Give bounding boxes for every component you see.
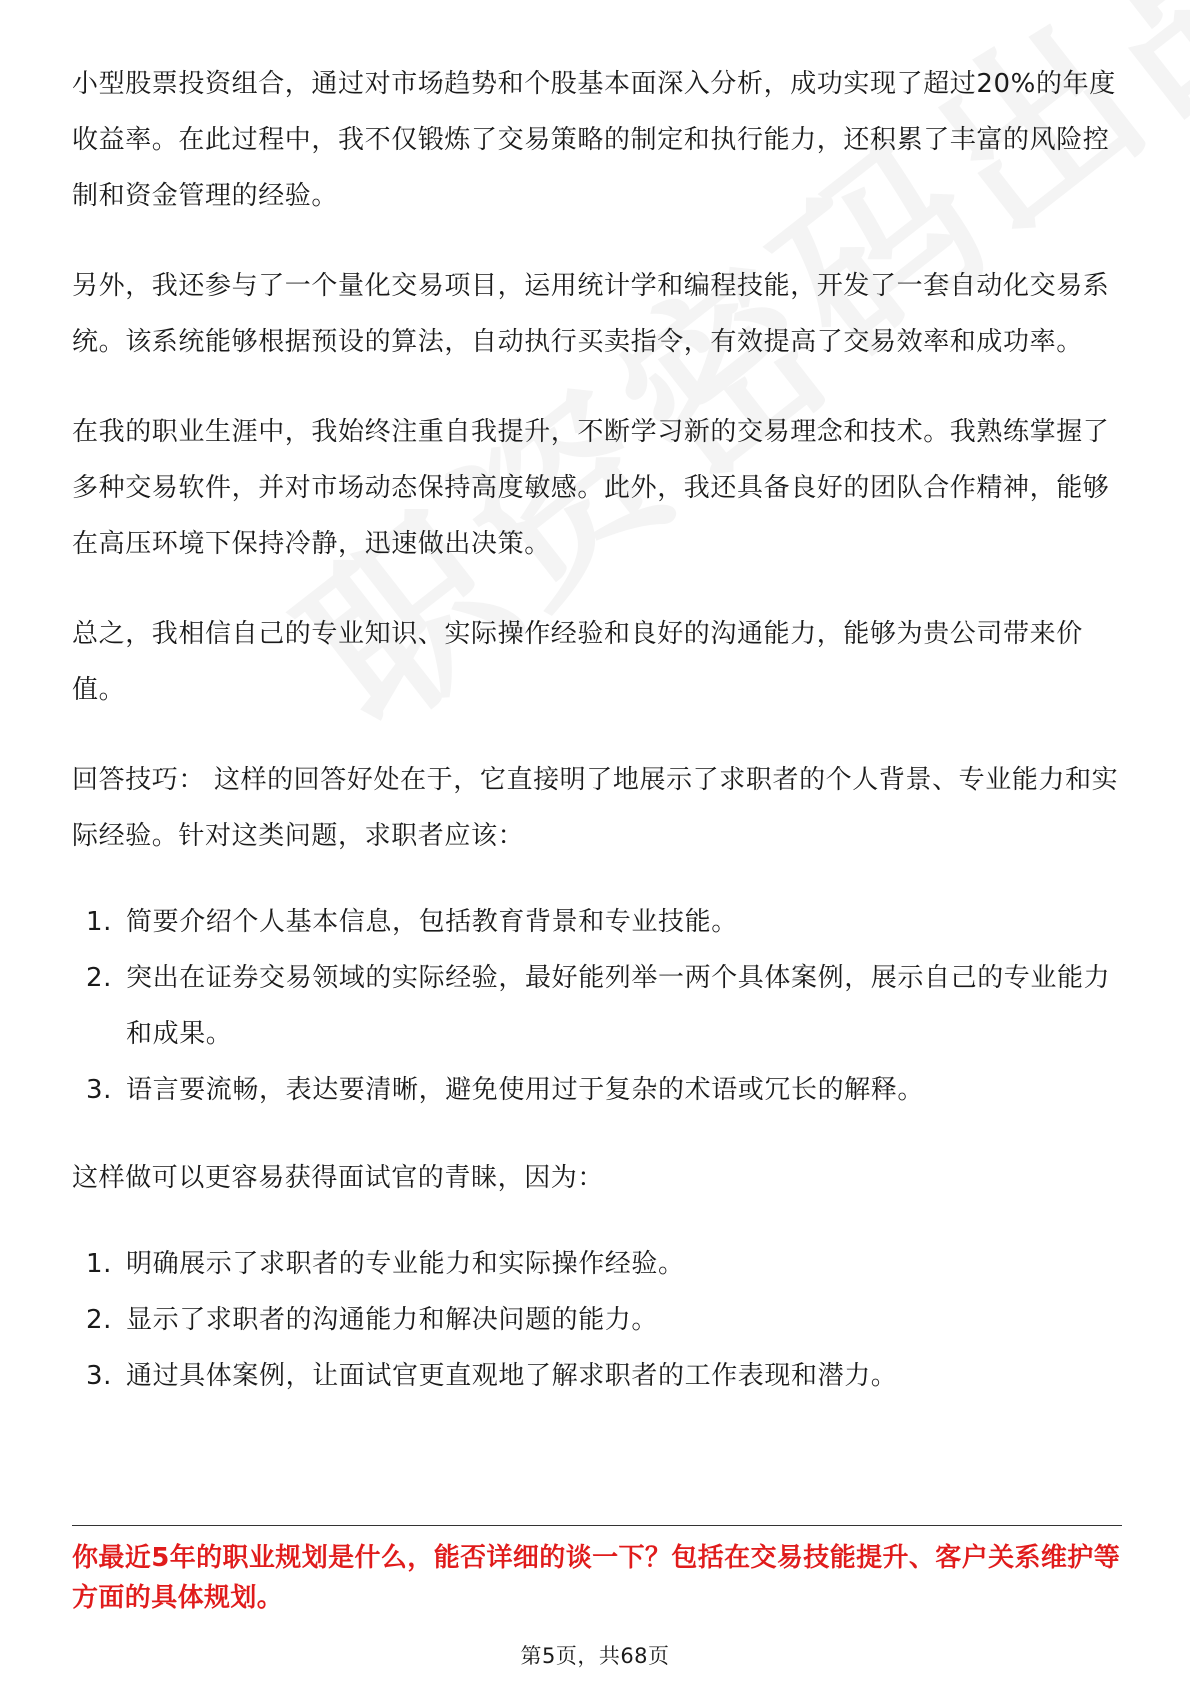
paragraph: 在我的职业生涯中，我始终注重自我提升，不断学习新的交易理念和技术。我熟练掌握了多种交易软件，并对市场动态保持高度敏感。此外，我还具备良好的团队合作精神，能够在高压环境下保持冷静，迅速做出决策。 xyxy=(72,417,1110,559)
list-item xyxy=(72,1348,1122,1404)
list-number: 3. xyxy=(86,1361,113,1391)
list-item-text: 语言要流畅，表达要清晰，避免使用过于复杂的术语或冗长的解释。 xyxy=(126,1075,925,1105)
list-item xyxy=(72,894,1122,950)
paragraph: 这样做可以更容易获得面试官的青睐，因为： xyxy=(72,1163,605,1193)
answer-tips-paragraph: 回答技巧： 这样的回答好处在于，它直接明了地展示了求职者的个人背景、专业能力和实际经验。针对这类问题，求职者应该： xyxy=(72,765,1119,851)
list-number: 1. xyxy=(86,907,113,937)
paragraph: 总之，我相信自己的专业知识、实际操作经验和良好的沟通能力，能够为贵公司带来价值。 xyxy=(72,619,1083,705)
section-divider xyxy=(72,1525,1122,1526)
list-number: 3. xyxy=(86,1075,113,1105)
list-number: 2. xyxy=(86,963,113,993)
reasons-list xyxy=(72,1236,1122,1404)
list-item-text: 简要介绍个人基本信息，包括教育背景和专业技能。 xyxy=(126,907,738,937)
list-item xyxy=(72,1236,1122,1292)
list-number: 2. xyxy=(86,1305,113,1335)
list-number: 1. xyxy=(86,1249,113,1279)
list-item xyxy=(72,950,1122,1062)
paragraph: 另外，我还参与了一个量化交易项目，运用统计学和编程技能，开发了一套自动化交易系统。该系统能够根据预设的算法，自动执行买卖指令，有效提高了交易效率和成功率。 xyxy=(72,271,1110,357)
list-item-text: 明确展示了求职者的专业能力和实际操作经验。 xyxy=(126,1249,685,1279)
list-item xyxy=(72,1062,1122,1118)
page-number-footer: 第5页，共68页 xyxy=(520,1644,670,1668)
list-item-text: 显示了求职者的沟通能力和解决问题的能力。 xyxy=(126,1305,659,1335)
paragraph: 小型股票投资组合，通过对市场趋势和个股基本面深入分析，成功实现了超过20%的年度收益率。在此过程中，我不仅锻炼了交易策略的制定和执行能力，还积累了丰富的风险控制和资金管理的经验。 xyxy=(72,69,1116,211)
list-item-text: 突出在证券交易领域的实际经验，最好能列举一两个具体案例，展示自己的专业能力和成果。 xyxy=(126,963,1111,1049)
page-content xyxy=(72,56,1122,1436)
next-question-heading: 你最近5年的职业规划是什么，能否详细的谈一下？包括在交易技能提升、客户关系维护等方面的具体规划。 xyxy=(72,1543,1121,1613)
tips-list xyxy=(72,894,1122,1118)
list-item xyxy=(72,1292,1122,1348)
list-item-text: 通过具体案例，让面试官更直观地了解求职者的工作表现和潜力。 xyxy=(126,1361,898,1391)
